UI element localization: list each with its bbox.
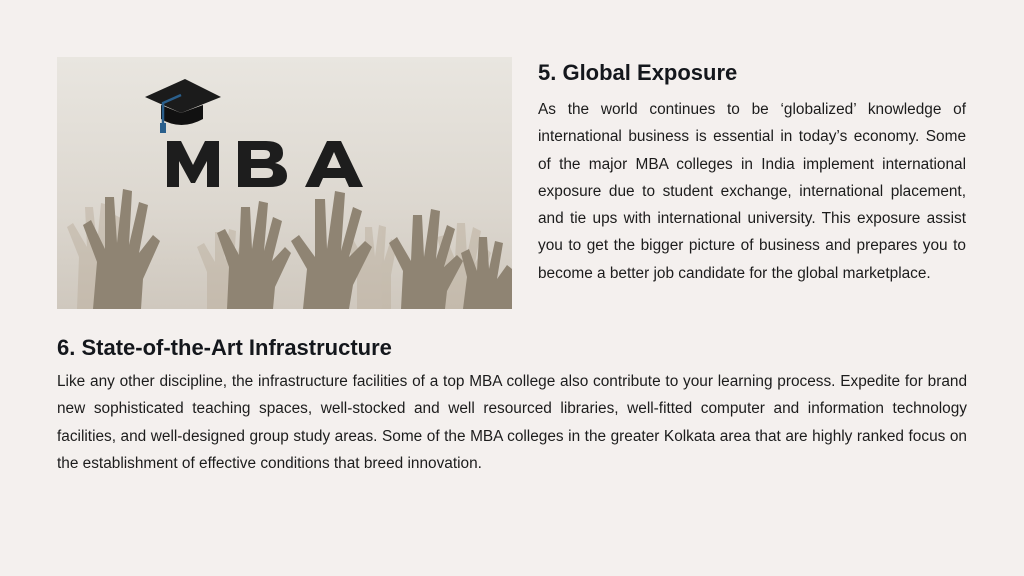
section-5-heading: 5. Global Exposure [538, 60, 738, 85]
section-5-body: As the world continues to be ‘globalized’ knowledge of international business is essential in today’s economy. Some of the major MBA colleges in India implement international exposure due to student exchange, international placement, and tie ups with international university. This exposure assist you to get the bigger picture of business and prepares you to become a better job candidate for the global marketplace. [538, 101, 966, 282]
mba-illustration [57, 57, 512, 309]
section-6-body: Like any other discipline, the infrastructure facilities of a top MBA college also contribute to your learning process. Expedite for brand new sophisticated teaching spaces, well-stocked and well resourced libraries, well-fitted computer and information technology facilities, and well-designed group study areas. Some of the MBA colleges in the greater Kolkata area that are highly ranked focus on the establishment of effective conditions that breed innovation. [57, 373, 967, 472]
graduation-cap-icon [145, 79, 221, 133]
section-global-exposure [538, 57, 966, 287]
section-infrastructure [57, 333, 967, 477]
section-6-heading: 6. State-of-the-Art Infrastructure [57, 335, 392, 360]
mba-illustration-graphic [57, 57, 512, 309]
mba-letters [167, 141, 363, 187]
